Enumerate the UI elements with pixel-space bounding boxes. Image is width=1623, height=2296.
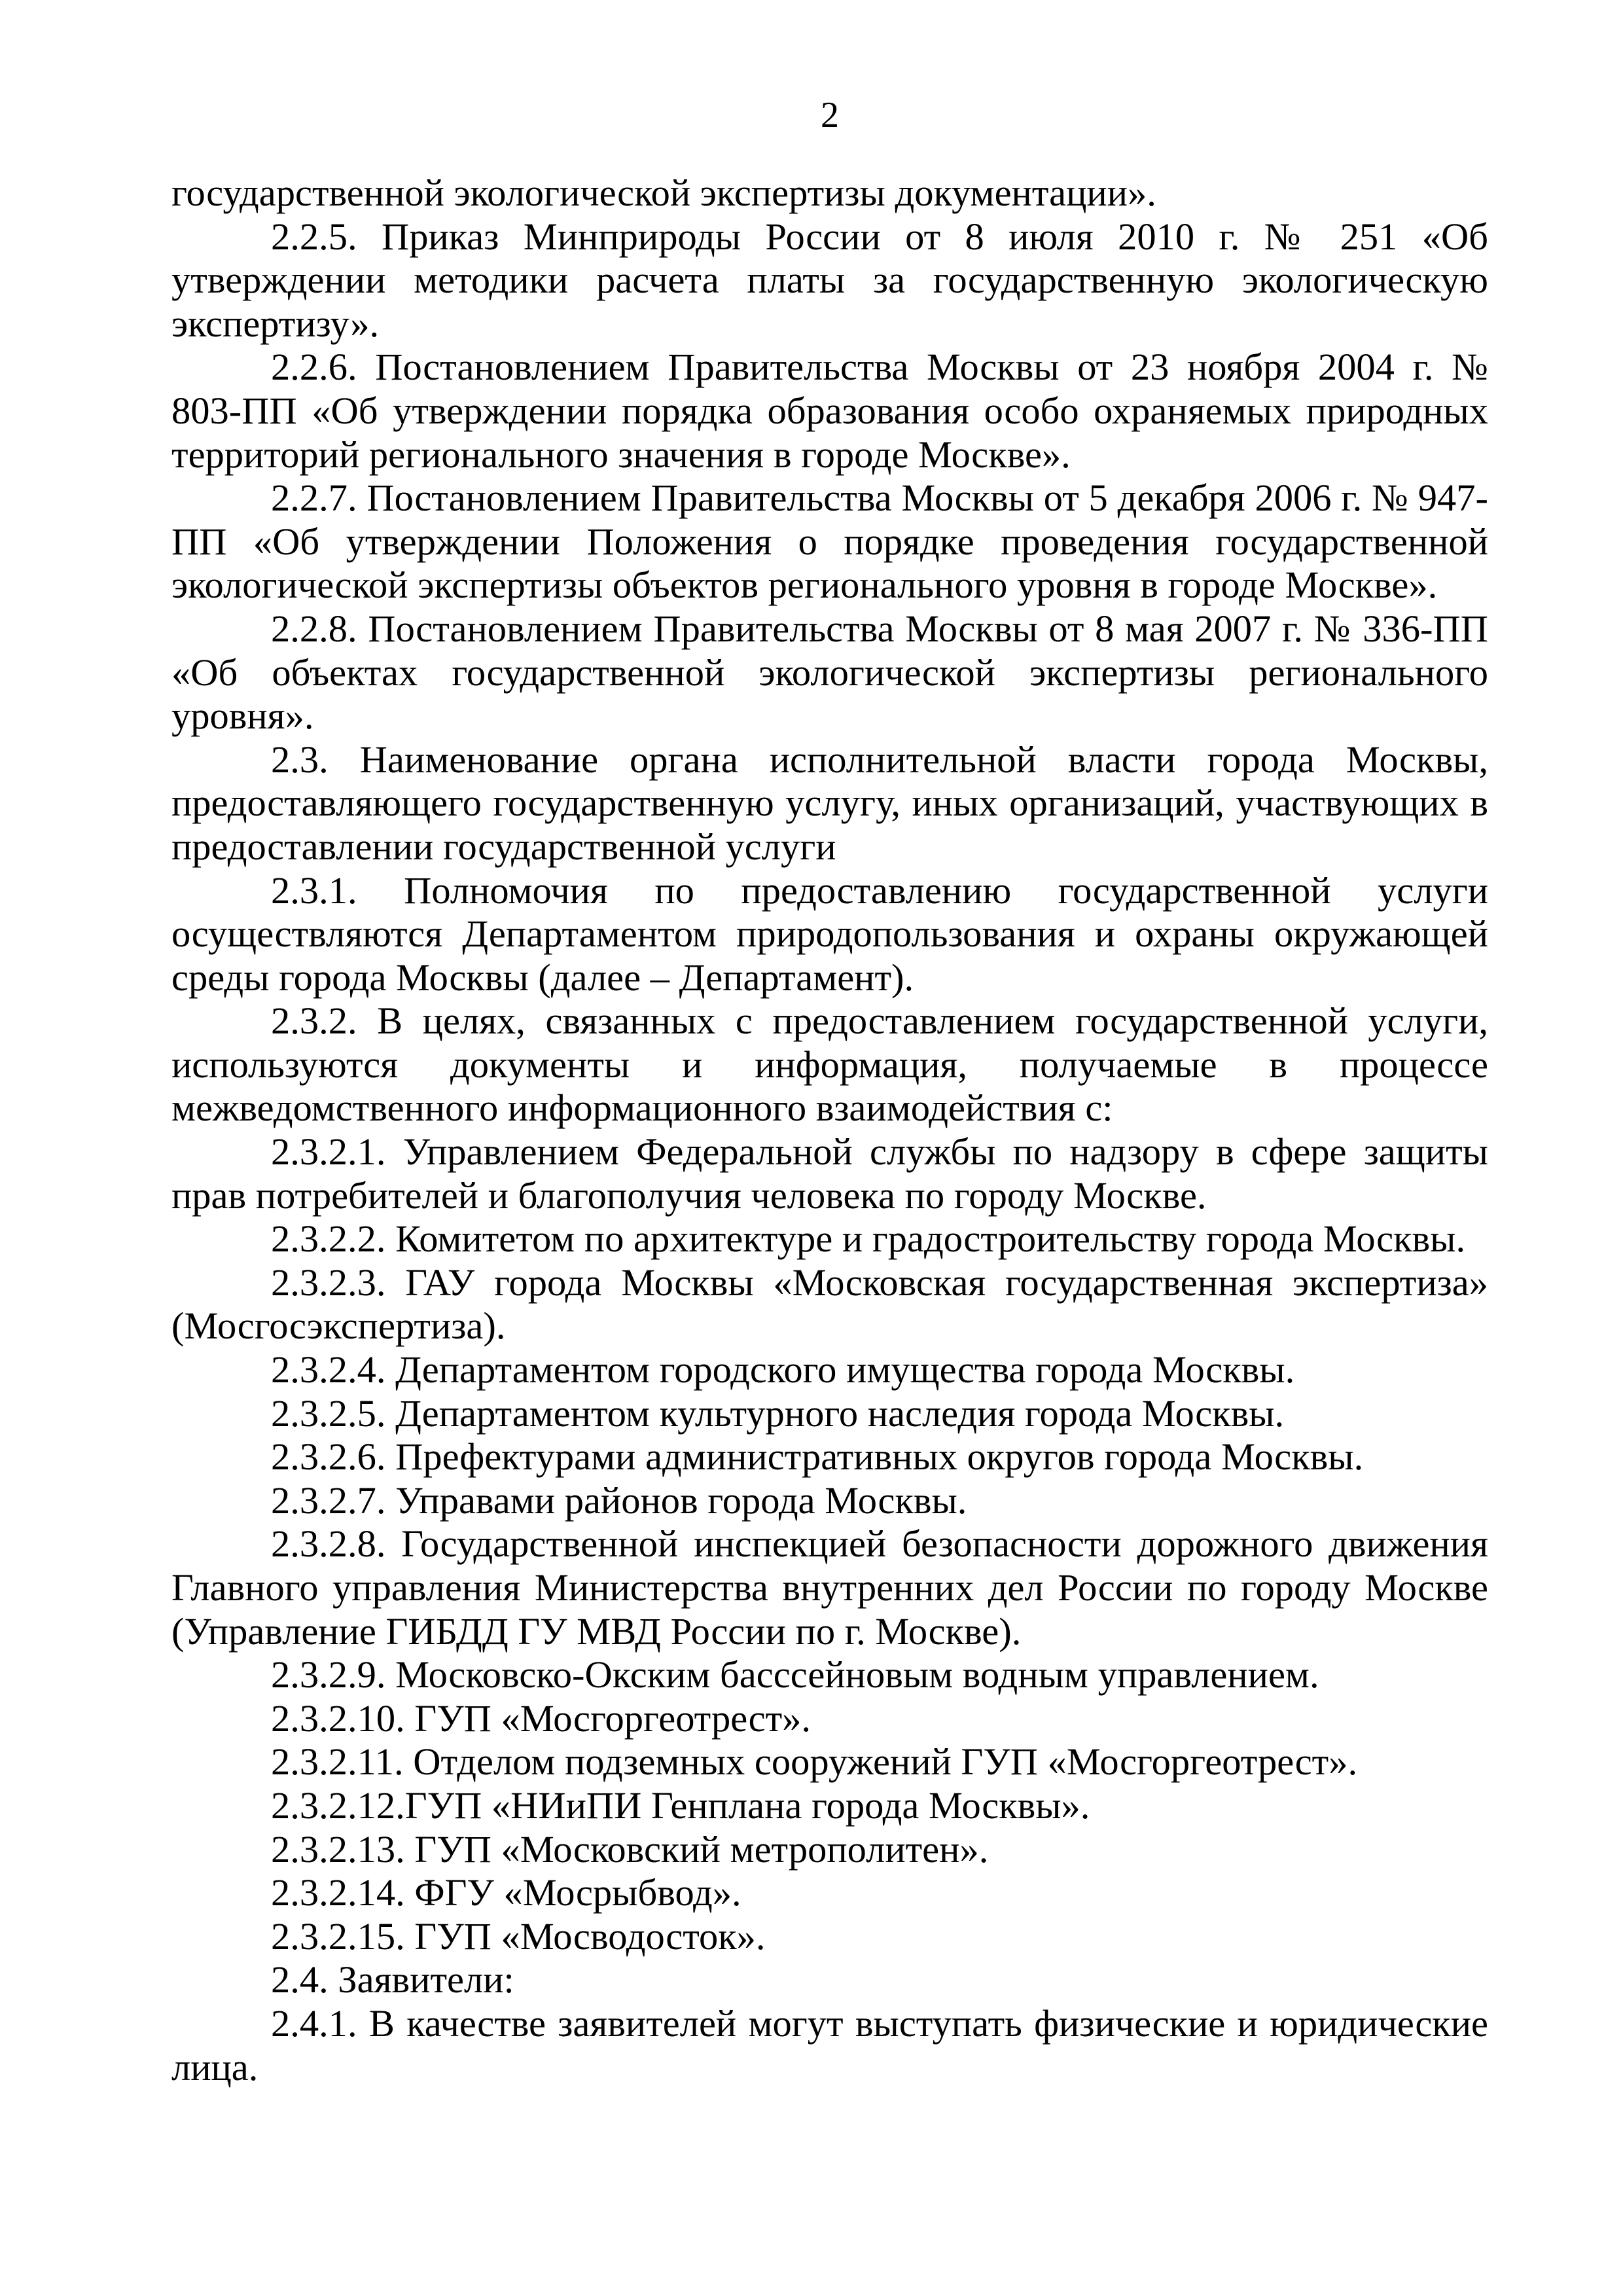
paragraph-2-3-2-9: 2.3.2.9. Московско-Окским басссейновым водным управлением. [271,1653,1319,1696]
paragraph-2-2-6: 2.2.6. Постановлением Правительства Москвы от 23 ноября 2004 г. № 803-ПП «Об утверждении порядка образования особо охраняемых природных территорий регионального значения в городе Москве». [171,346,1488,476]
paragraph-2-3-2-14: 2.3.2.14. ФГУ «Мосрыбвод». [271,1871,741,1914]
paragraph-2-3-2-15: 2.3.2.15. ГУП «Мосводосток». [271,1914,766,1958]
paragraph-2-3-2-13: 2.3.2.13. ГУП «Московский метрополитен». [271,1827,989,1871]
paragraph-2-3: 2.3. Наименование органа исполнительной власти города Москвы, предоставляющего государственную услугу, иных организаций, участвующих в предоставлении государственной услуги [171,738,1488,868]
paragraph-2-3-2: 2.3.2. В целях, связанных с предоставлением государственной услуги, используются документы и информация, получаемые в процессе межведомственного информационного взаимодействия с: [171,999,1488,1130]
paragraph-2-3-2-1: 2.3.2.1. Управлением Федеральной службы по надзору в сфере защиты прав потребителей и благополучия человека по городу Москве. [171,1130,1488,1217]
paragraph-2-3-2-4: 2.3.2.4. Департаментом городского имущества города Москвы. [271,1348,1295,1391]
paragraph-2-3-2-10: 2.3.2.10. ГУП «Мосгоргеотрест». [271,1696,812,1740]
paragraph-2-3-2-3: 2.3.2.3. ГАУ города Москвы «Московская государственная экспертиза» (Мосгосэкспертиза). [171,1261,1488,1348]
document-body [171,171,1488,2089]
paragraph-2-3-2-5: 2.3.2.5. Департаментом культурного наследия города Москвы. [271,1391,1285,1435]
paragraph-2-3-2-7: 2.3.2.7. Управами районов города Москвы. [271,1479,967,1522]
paragraph-2-2-7: 2.2.7. Постановлением Правительства Москвы от 5 декабря 2006 г. № 947-ПП «Об утверждении Положения о порядке проведения государственной экологической экспертизы объектов регионального уровня в городе Москве». [171,476,1488,607]
paragraph-2-2-8: 2.2.8. Постановлением Правительства Москвы от 8 мая 2007 г. № 336-ПП «Об объектах государственной экологической экспертизы регионального уровня». [171,607,1488,738]
paragraph-2-3-1: 2.3.1. Полномочия по предоставлению государственной услуги осуществляются Департаментом природопользования и охраны окружающей среды города Москвы (далее – Департамент). [171,869,1488,999]
paragraph-2-2-5: 2.2.5. Приказ Минприроды России от 8 июля 2010 г. № 251 «Об утверждении методики расчета платы за государственную экологическую экспертизу». [171,215,1488,345]
paragraph-2-4-1: 2.4.1. В качестве заявителей могут выступать физические и юридические лица. [171,2001,1488,2089]
page-number: 2 [821,95,839,135]
paragraph-2-3-2-11: 2.3.2.11. Отделом подземных сооружений ГУП «Мосгоргеотрест». [271,1740,1358,1784]
paragraph-2-3-2-2: 2.3.2.2. Комитетом по архитектуре и градостроительству города Москвы. [271,1217,1466,1261]
paragraph-2-3-2-8: 2.3.2.8. Государственной инспекцией безопасности дорожного движения Главного управления Министерства внутренних дел России по городу Москве (Управление ГИБДД ГУ МВД России по г. Москве). [171,1522,1488,1653]
paragraph-2-4: 2.4. Заявители: [271,1958,514,2001]
paragraph-0: государственной экологической экспертизы документации». [171,171,1156,214]
paragraph-2-3-2-6: 2.3.2.6. Префектурами административных округов города Москвы. [271,1435,1364,1479]
paragraph-2-3-2-12: 2.3.2.12.ГУП «НИиПИ Генплана города Москвы». [271,1784,1090,1827]
